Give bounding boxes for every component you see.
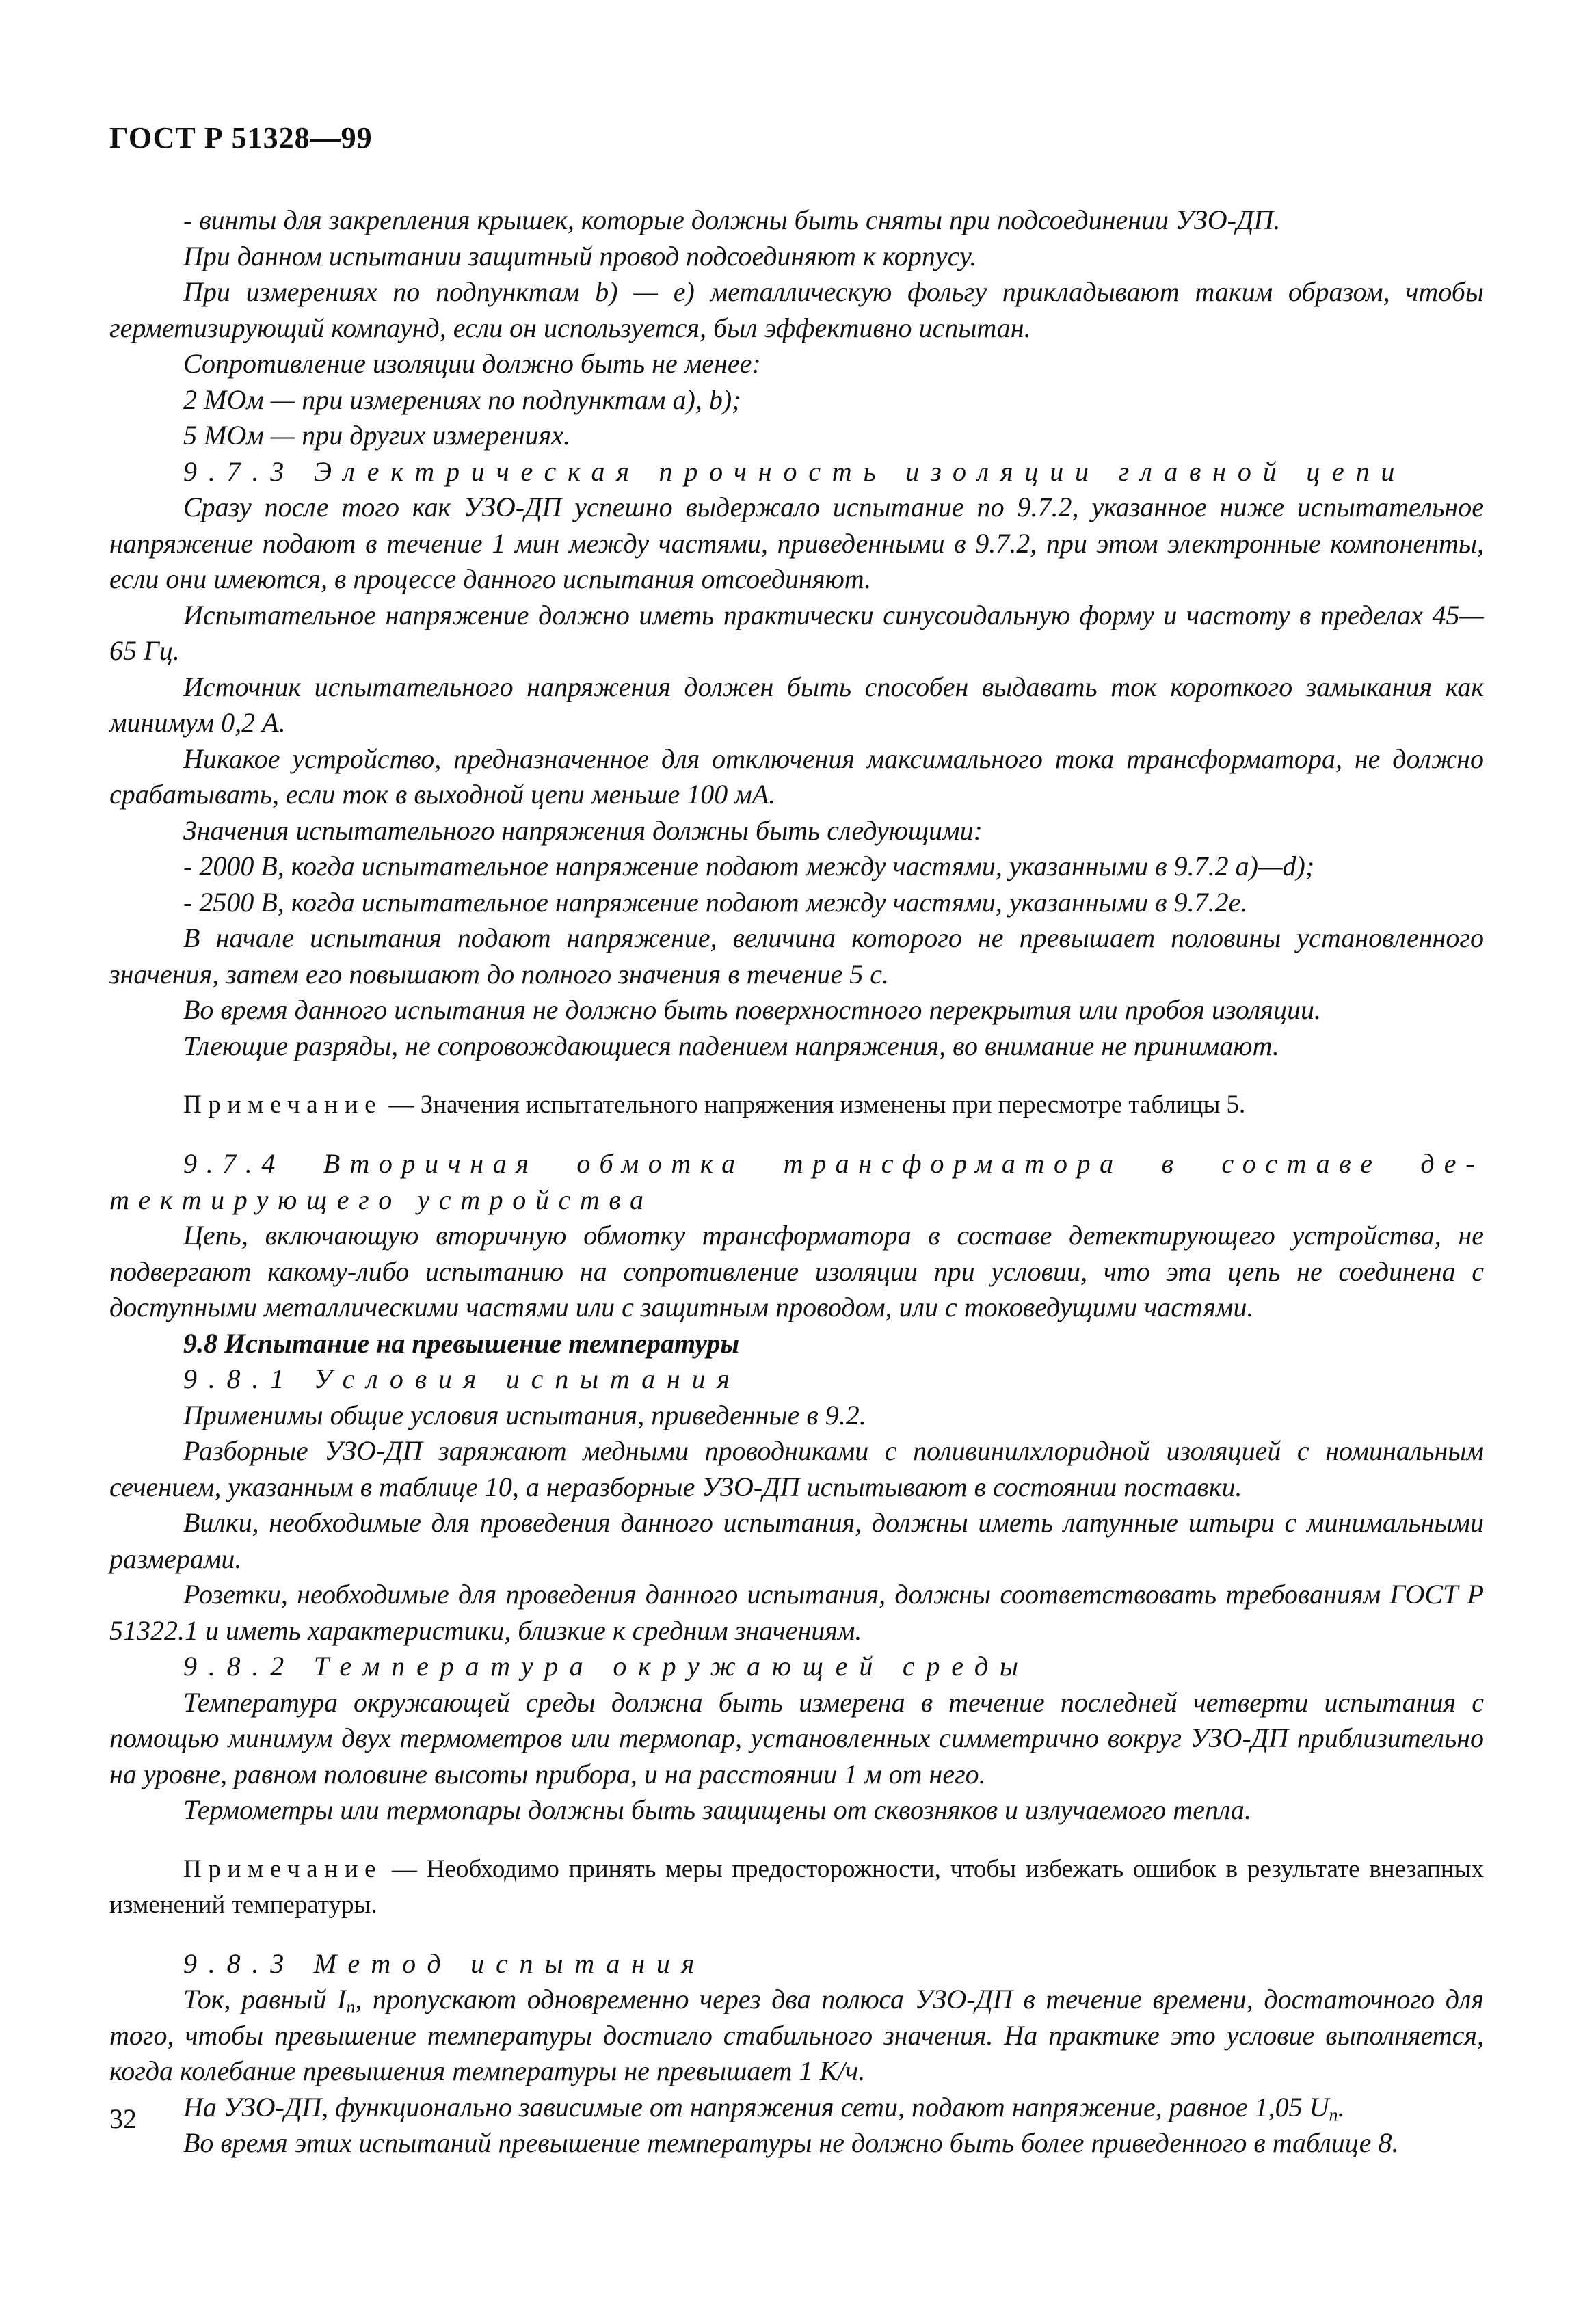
paragraph: Сразу после того как УЗО-ДП успешно выдержало испытание по 9.7.2, указанное ниже испытательное напряжение подают в течение 1 мин между частями, приведенными в 9.7.2, при этом электронные компоненты, если они имеются, в процессе данного испытания отсоединяют.	[109, 492, 1484, 594]
section-heading-9-8: 9.8 Испытание на превышение температуры	[183, 1327, 740, 1359]
paragraph: 2 МОм — при измерениях по подпунктам a), b);	[183, 384, 741, 415]
paragraph: Во время этих испытаний превышение температуры не должно быть более приведенного в таблице 8.	[183, 2127, 1399, 2158]
paragraph: При данном испытании защитный провод подсоединяют к корпусу.	[183, 240, 977, 271]
text-run: , пропускают одновременно через два полюса УЗО-ДП в течение времени, достаточного для того, чтобы превышение температуры достигло стабильного значения. На практике это условие выполняется, когда колебание превышения температуры не превышает 1 К/ч.	[109, 1984, 1484, 2086]
subscript: n	[1329, 2105, 1338, 2125]
paragraph: Во время данного испытания не должно быть поверхностного перекрытия или пробоя изоляции.	[183, 994, 1321, 1025]
paragraph: При измерениях по подпунктам b) — e) металлическую фольгу прикладывают таким образом, чтобы герметизирующий компаунд, если он используется, был эффективно испытан.	[109, 276, 1484, 343]
paragraph: Значения испытательного напряжения должны быть следующими:	[183, 814, 983, 846]
paragraph: Вилки, необходимые для проведения данного испытания, должны иметь латунные штыри с минимальными размерами.	[109, 1507, 1484, 1574]
list-item: - 2500 В, когда испытательное напряжение подают между частями, указанными в 9.7.2e.	[183, 886, 1248, 918]
paragraph: Цепь, включающую вторичную обмотку трансформатора в составе детектирующего устройства, не подвергают какому-либо испытанию на сопротивление изоляции при условии, что эта цепь не соединена с доступными металлическими частями или с защитным проводом, или с токоведущими частями.	[109, 1220, 1484, 1322]
subsection-heading-9-7-4-cont: тектирующего устройства	[109, 1184, 653, 1215]
note-text: — Необходимо принять меры предосторожности, чтобы избежать ошибок в результате внезапных изменений температуры.	[109, 1854, 1484, 1919]
paragraph: Розетки, необходимые для проведения данного испытания, должны соответствовать требованиям ГОСТ Р 51322.1 и иметь характеристики, близкие к средним значениям.	[109, 1579, 1484, 1646]
paragraph: Тлеющие разряды, не сопровождающиеся падением напряжения, во внимание не принимают.	[183, 1030, 1279, 1061]
note	[109, 1087, 1484, 1123]
subsection-heading-9-7-3: 9.7.3 Электрическая прочность изоляции главной цепи	[183, 455, 1407, 487]
paragraph: Никакое устройство, предназначенное для отключения максимального тока трансформатора, не должно срабатывать, если ток в выходной цепи меньше 100 мА.	[109, 743, 1484, 810]
note-text: — Значения испытательного напряжения изменены при пересмотре таблицы 5.	[382, 1091, 1246, 1119]
paragraph: 5 МОм — при других измерениях.	[183, 420, 570, 451]
document-header: ГОСТ Р 51328—99	[109, 121, 373, 155]
note-label: Примечание	[183, 1854, 383, 1883]
paragraph: В начале испытания подают напряжение, величина которого не превышает половины установленного значения, затем его повышают до полного значения в течение 5 с.	[109, 922, 1484, 989]
text-run: .	[1338, 2091, 1345, 2122]
paragraph: Разборные УЗО-ДП заряжают медными проводниками с поливинилхлоридной изоляцией с номинальным сечением, указанным в таблице 10, а неразборные УЗО-ДП испытывают в состоянии поставки.	[109, 1435, 1484, 1502]
list-item: - 2000 В, когда испытательное напряжение подают между частями, указанными в 9.7.2 a)—d);	[183, 851, 1315, 881]
paragraph: Применимы общие условия испытания, приведенные в 9.2.	[183, 1399, 866, 1430]
paragraph: - винты для закрепления крышек, которые должны быть сняты при подсоединении УЗО-ДП.	[183, 204, 1281, 235]
subsection-heading-9-8-3: 9.8.3 Метод испытания	[183, 1947, 706, 1979]
paragraph	[109, 2090, 1484, 2126]
paragraph: Источник испытательного напряжения должен быть способен выдавать ток короткого замыкания как минимум 0,2 А.	[109, 671, 1484, 738]
paragraph	[109, 1982, 1484, 2090]
subscript: n	[346, 1997, 356, 2017]
subsection-heading-9-7-4: 9.7.4 Вторичная обмотка трансформатора в составе де-	[183, 1148, 1484, 1179]
paragraph: Температура окружающей среды должна быть измерена в течение последней четверти испытания с помощью минимум двух термометров или термопар, установленных симметрично вокруг УЗО-ДП приблизительно на уровне, равном половине высоты прибора, и на расстоянии 1 м от него.	[109, 1686, 1484, 1789]
subsection-heading-9-8-1: 9.8.1 Условия испытания	[183, 1363, 741, 1394]
subsection-heading-9-8-2: 9.8.2 Температура окружающей среды	[183, 1651, 1030, 1681]
paragraph: Сопротивление изоляции должно быть не менее:	[183, 348, 761, 379]
paragraph: Испытательное напряжение должно иметь практически синусоидальную форму и частоту в пределах 45—65 Гц.	[109, 599, 1484, 666]
page-number: 32	[109, 2103, 137, 2134]
note-label: Примечание	[183, 1091, 383, 1119]
text-run: На УЗО-ДП, функционально зависимые от напряжения сети, подают напряжение, равное 1,05 U	[183, 2091, 1329, 2122]
paragraph: Термометры или термопары должны быть защищены от сквозняков и излучаемого тепла.	[183, 1794, 1251, 1825]
document-body	[109, 202, 1484, 2161]
text-run: Ток, равный I	[183, 1984, 347, 2014]
note	[109, 1852, 1484, 1923]
